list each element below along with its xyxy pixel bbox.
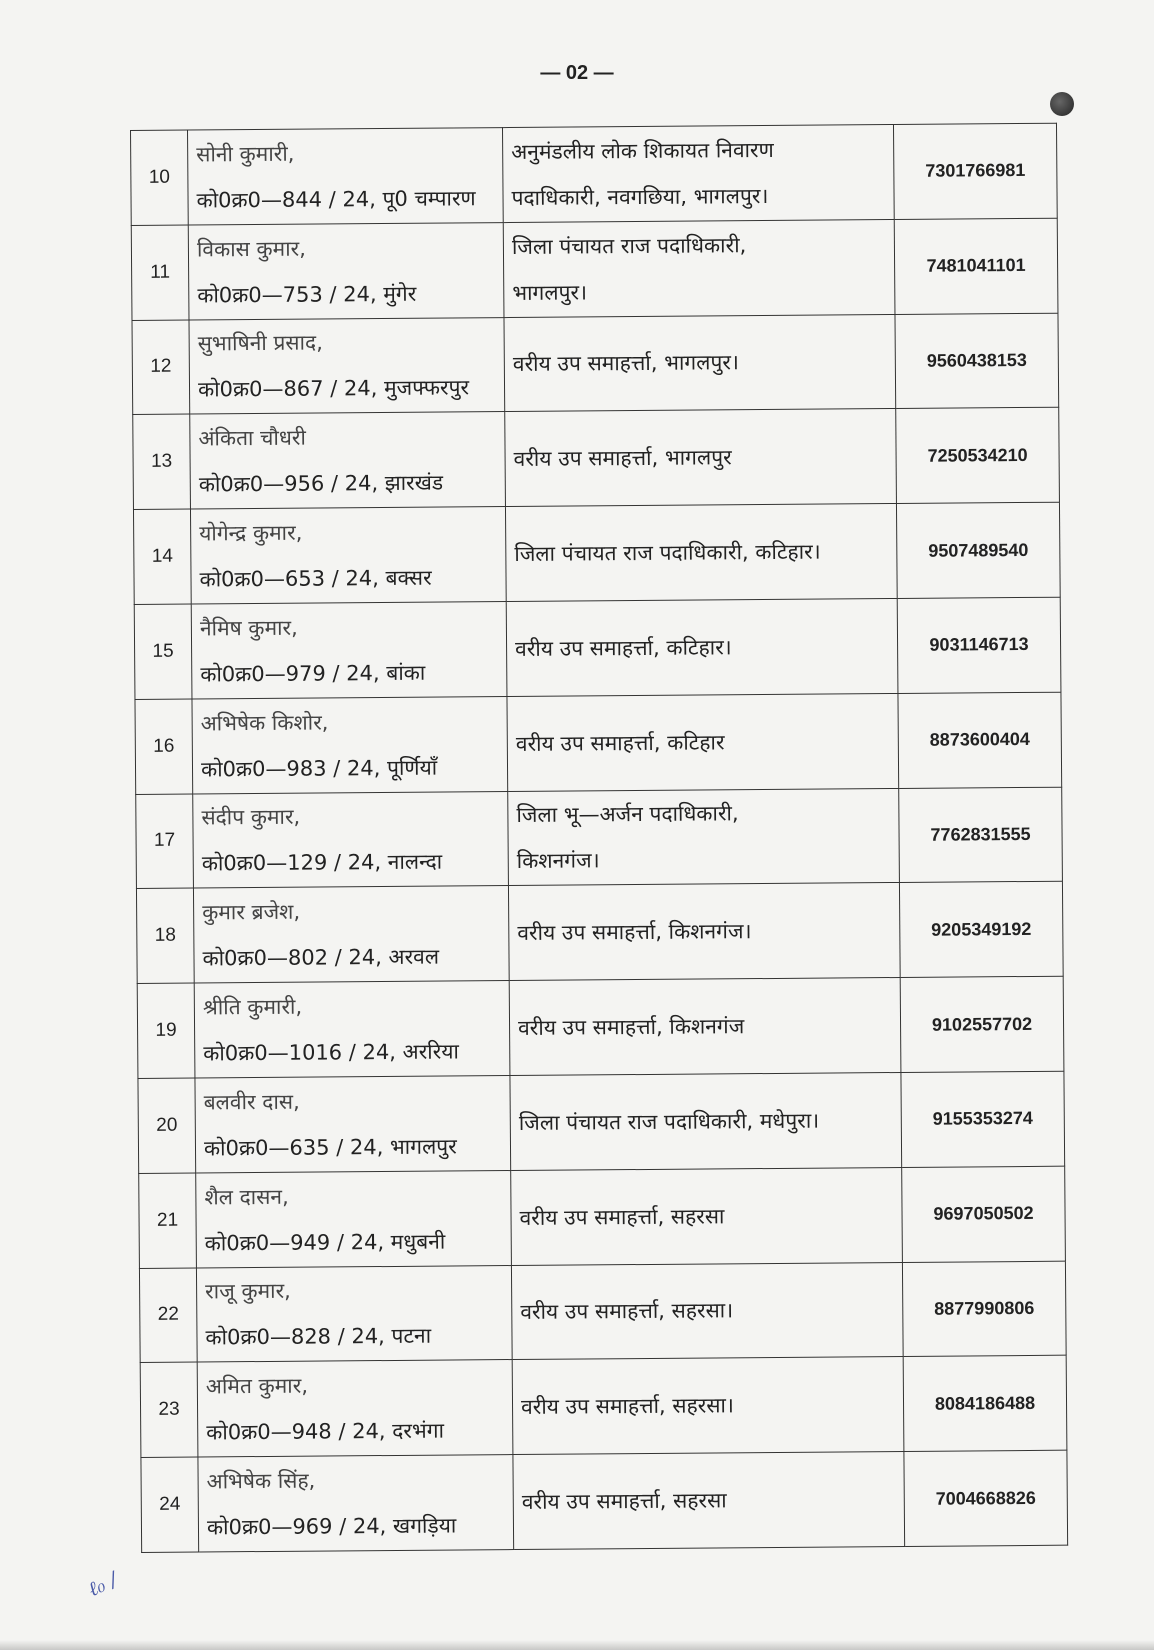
table-row-10 bbox=[131, 123, 1058, 225]
serial-number: 17 bbox=[153, 830, 176, 852]
posting-line-1: वरीय उप समाहर्त्ता, सहरसा। bbox=[520, 1393, 734, 1420]
phone-cell bbox=[902, 1166, 1066, 1262]
officer-cell bbox=[193, 886, 509, 983]
officer-code-and-district: को0क्र0—867 / 24, मुजफ्फरपुर bbox=[197, 375, 470, 402]
posting-line-1: वरीय उप समाहर्त्ता, भागलपुर bbox=[513, 445, 732, 472]
serial-number: 20 bbox=[156, 1114, 178, 1136]
serial-number-cell bbox=[131, 225, 189, 320]
serial-number: 22 bbox=[157, 1304, 179, 1326]
posting-cell bbox=[511, 1167, 903, 1265]
table-row-23 bbox=[140, 1356, 1067, 1458]
table-row-16 bbox=[135, 692, 1062, 794]
serial-number-cell bbox=[133, 414, 191, 509]
officer-code-and-district: को0क्र0—635 / 24, भागलपुर bbox=[203, 1134, 457, 1161]
officer-name: श्रीति कुमारी, bbox=[202, 994, 303, 1020]
serial-number: 12 bbox=[150, 356, 172, 378]
phone-cell bbox=[900, 976, 1064, 1072]
posting-line-1: वरीय उप समाहर्त्ता, कटिहार bbox=[515, 730, 725, 756]
officer-code-and-district: को0क्र0—653 / 24, बक्सर bbox=[199, 565, 432, 592]
officer-code-and-district: को0क्र0—948 / 24, दरभंगा bbox=[206, 1418, 445, 1445]
officer-name: अभिषेक सिंह, bbox=[206, 1468, 316, 1494]
posting-cell bbox=[503, 219, 895, 317]
officer-posting-table bbox=[130, 123, 1068, 1553]
posting-cell bbox=[508, 788, 900, 886]
posting-cell bbox=[512, 1357, 904, 1455]
posting-line-1: वरीय उप समाहर्त्ता, भागलपुर। bbox=[512, 350, 740, 377]
phone-number: 9031146713 bbox=[929, 634, 1029, 656]
officer-code-and-district: को0क्र0—802 / 24, अरवल bbox=[202, 944, 440, 971]
serial-number: 21 bbox=[156, 1209, 179, 1231]
serial-number-cell bbox=[137, 983, 195, 1078]
phone-number: 9155353274 bbox=[932, 1108, 1033, 1130]
phone-number: 8084186488 bbox=[934, 1392, 1036, 1414]
punch-hole bbox=[1050, 92, 1074, 116]
officer-cell bbox=[195, 1076, 511, 1173]
serial-number: 24 bbox=[159, 1493, 181, 1515]
officer-name: सुभाषिनी प्रसाद, bbox=[197, 330, 323, 356]
phone-cell bbox=[895, 313, 1059, 409]
serial-number-cell bbox=[138, 1078, 196, 1173]
serial-number: 18 bbox=[154, 924, 176, 947]
posting-cell bbox=[507, 693, 899, 791]
serial-number: 13 bbox=[150, 450, 173, 473]
phone-cell bbox=[896, 408, 1060, 504]
phone-cell bbox=[894, 218, 1058, 314]
posting-cell bbox=[504, 314, 896, 412]
phone-number: 7481041101 bbox=[926, 255, 1026, 276]
officer-name: नैमिष कुमार, bbox=[199, 615, 298, 641]
phone-number: 9102557702 bbox=[931, 1013, 1033, 1035]
phone-number: 8877990806 bbox=[934, 1297, 1035, 1319]
officer-name: शैल दासन, bbox=[204, 1184, 289, 1210]
serial-number: 10 bbox=[148, 166, 171, 188]
phone-cell bbox=[903, 1356, 1067, 1452]
handwritten-mark: ℓ₀ / bbox=[84, 1566, 121, 1602]
officer-code-and-district: को0क्र0—969 / 24, खगड़िया bbox=[206, 1513, 457, 1540]
officer-name: अभिषेक किशोर, bbox=[200, 710, 329, 736]
table-row-11 bbox=[131, 218, 1058, 320]
officer-cell bbox=[196, 1265, 512, 1362]
officer-cell bbox=[196, 1170, 512, 1267]
posting-line-2: पदाधिकारी, नवगछिया, भागलपुर। bbox=[511, 183, 769, 210]
posting-cell bbox=[505, 409, 897, 507]
table-row-24 bbox=[141, 1450, 1068, 1552]
officer-cell bbox=[188, 128, 504, 225]
officer-name: अमित कुमार, bbox=[205, 1373, 309, 1399]
officer-posting-table-wrapper bbox=[130, 123, 1056, 1553]
table-row-13 bbox=[133, 408, 1060, 510]
posting-cell bbox=[509, 978, 901, 1076]
serial-number: 14 bbox=[151, 545, 173, 567]
officer-name: बलवीर दास, bbox=[203, 1089, 300, 1115]
page-number: — 02 — bbox=[540, 62, 614, 84]
posting-line-1: अनुमंडलीय लोक शिकायत निवारण bbox=[511, 137, 774, 164]
phone-number: 9560438153 bbox=[926, 349, 1027, 371]
serial-number-cell bbox=[135, 699, 193, 794]
phone-number: 9205349192 bbox=[931, 918, 1032, 940]
officer-code-and-district: को0क्र0—753 / 24, मुंगेर bbox=[197, 281, 417, 308]
posting-cell bbox=[506, 598, 898, 696]
officer-name: संदीप कुमार, bbox=[201, 805, 301, 830]
officer-name: कुमार ब्रजेश, bbox=[202, 899, 301, 925]
table-body bbox=[131, 123, 1068, 1552]
phone-cell bbox=[902, 1261, 1066, 1357]
officer-cell bbox=[189, 317, 505, 414]
officer-code-and-district: को0क्र0—129 / 24, नालन्दा bbox=[201, 850, 443, 876]
phone-cell bbox=[897, 597, 1061, 693]
serial-number-cell bbox=[140, 1362, 198, 1457]
phone-cell bbox=[896, 502, 1060, 598]
phone-number: 7301766981 bbox=[925, 160, 1026, 182]
posting-line-1: वरीय उप समाहर्त्ता, सहरसा bbox=[521, 1488, 727, 1515]
table-row-17 bbox=[136, 787, 1063, 889]
serial-number-cell bbox=[139, 1268, 197, 1363]
serial-number: 16 bbox=[153, 735, 175, 757]
officer-cell bbox=[194, 981, 510, 1078]
posting-line-2: भागलपुर। bbox=[512, 280, 588, 305]
serial-number: 11 bbox=[150, 261, 171, 283]
officer-name: सोनी कुमारी, bbox=[196, 141, 295, 167]
officer-code-and-district: को0क्र0—844 / 24, पू0 चम्पारण bbox=[196, 186, 476, 213]
officer-code-and-district: को0क्र0—956 / 24, झारखंड bbox=[198, 470, 444, 497]
phone-cell bbox=[904, 1450, 1068, 1546]
officer-cell bbox=[198, 1455, 514, 1552]
officer-code-and-district: को0क्र0—1016 / 24, अररिया bbox=[203, 1039, 459, 1066]
officer-cell bbox=[191, 602, 507, 699]
table-row-18 bbox=[136, 882, 1063, 984]
posting-line-1: जिला पंचायत राज पदाधिकारी, bbox=[511, 232, 747, 259]
serial-number-cell bbox=[132, 320, 190, 415]
serial-number-cell bbox=[131, 130, 189, 225]
officer-cell bbox=[193, 791, 509, 888]
phone-number: 7250534210 bbox=[927, 444, 1028, 466]
posting-line-1: जिला पंचायत राज पदाधिकारी, कटिहार। bbox=[514, 539, 821, 567]
table-row-15 bbox=[134, 597, 1061, 699]
officer-cell bbox=[188, 222, 504, 319]
officer-code-and-district: को0क्र0—949 / 24, मधुबनी bbox=[204, 1229, 446, 1256]
serial-number-cell bbox=[134, 604, 192, 699]
officer-name: अंकिता चौधरी bbox=[198, 425, 306, 451]
table-row-21 bbox=[139, 1166, 1066, 1268]
serial-number-cell bbox=[136, 888, 194, 983]
posting-line-1: वरीय उप समाहर्त्ता, सहरसा। bbox=[520, 1298, 734, 1325]
table-row-22 bbox=[139, 1261, 1066, 1363]
serial-number: 19 bbox=[155, 1019, 177, 1041]
phone-number: 7004668826 bbox=[935, 1487, 1036, 1509]
phone-cell bbox=[893, 123, 1057, 219]
table-row-19 bbox=[137, 976, 1064, 1078]
posting-cell bbox=[502, 125, 894, 223]
phone-cell bbox=[899, 787, 1063, 883]
officer-name: योगेन्द्र कुमार, bbox=[199, 520, 303, 546]
phone-cell bbox=[899, 882, 1063, 978]
table-row-20 bbox=[138, 1071, 1065, 1173]
posting-line-1: वरीय उप समाहर्त्ता, किशनगंज bbox=[517, 1014, 745, 1041]
serial-number-cell bbox=[139, 1173, 197, 1268]
posting-line-1: वरीय उप समाहर्त्ता, सहरसा bbox=[519, 1204, 725, 1230]
phone-number: 9507489540 bbox=[928, 539, 1029, 561]
page-bottom-shadow bbox=[0, 1640, 1154, 1650]
officer-name: राजू कुमार, bbox=[205, 1279, 291, 1304]
serial-number-cell bbox=[141, 1457, 199, 1552]
phone-number: 9697050502 bbox=[933, 1203, 1034, 1224]
posting-cell bbox=[510, 1072, 902, 1170]
officer-code-and-district: को0क्र0—828 / 24, पटना bbox=[205, 1324, 432, 1350]
table-row-14 bbox=[133, 502, 1060, 604]
serial-number-cell bbox=[133, 509, 191, 604]
phone-cell bbox=[898, 692, 1062, 788]
officer-cell bbox=[192, 696, 508, 793]
posting-line-1: जिला भू—अर्जन पदाधिकारी, bbox=[516, 801, 739, 828]
officer-code-and-district: को0क्र0—983 / 24, पूर्णियाँ bbox=[200, 755, 438, 782]
posting-line-1: जिला पंचायत राज पदाधिकारी, मधेपुरा। bbox=[518, 1108, 820, 1135]
posting-cell bbox=[505, 504, 897, 602]
posting-line-1: वरीय उप समाहर्त्ता, कटिहार। bbox=[514, 635, 732, 661]
phone-number: 7762831555 bbox=[930, 823, 1031, 845]
officer-code-and-district: को0क्र0—979 / 24, बांका bbox=[200, 660, 426, 687]
posting-cell bbox=[513, 1452, 905, 1550]
phone-cell bbox=[901, 1071, 1065, 1167]
serial-number: 23 bbox=[158, 1398, 180, 1421]
serial-number-cell bbox=[136, 794, 194, 889]
posting-line-1: वरीय उप समाहर्त्ता, किशनगंज। bbox=[517, 919, 752, 946]
table-row-12 bbox=[132, 313, 1059, 415]
serial-number: 15 bbox=[152, 640, 174, 662]
officer-cell bbox=[190, 507, 506, 604]
officer-cell bbox=[197, 1360, 513, 1457]
phone-number: 8873600404 bbox=[929, 729, 1030, 750]
officer-cell bbox=[190, 412, 506, 509]
posting-line-2: किशनगंज। bbox=[516, 848, 600, 874]
officer-name: विकास कुमार, bbox=[196, 236, 306, 262]
posting-cell bbox=[511, 1262, 903, 1360]
posting-cell bbox=[508, 883, 900, 981]
